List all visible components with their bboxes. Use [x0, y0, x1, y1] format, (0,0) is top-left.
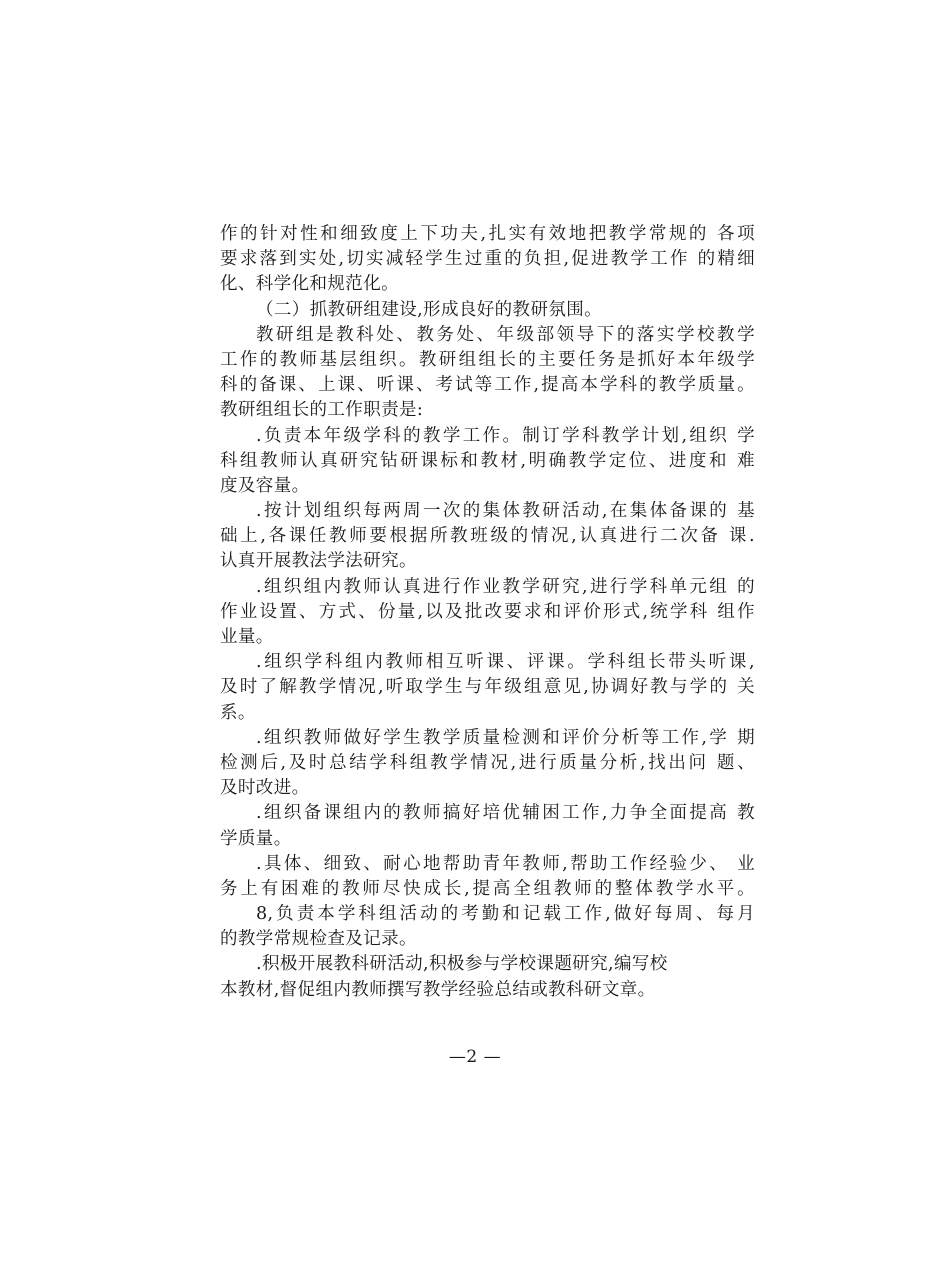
text-line: 作业设置、方式、份量,以及批改要求和评价形式,统学科 组作	[220, 601, 755, 622]
text-line: 要求落到实处,切实减轻学生过重的负担,促进教学工作 的精细	[220, 249, 755, 270]
text-line: 的教学常规检查及记录。	[220, 929, 417, 950]
text-line: .积极开展教科研活动,积极参与学校课题研究,编写校	[256, 954, 668, 975]
text-line: .组织学科组内教师相互听课、评课。学科组长带头听课,	[256, 652, 755, 673]
text-line: 度及容量。	[220, 475, 310, 496]
text-line: .组织备课组内的教师搞好培优辅困工作,力争全面提高 教	[256, 803, 755, 824]
text-line: 检测后,及时总结学科组教学情况,进行质量分析,找出问 题、	[220, 752, 755, 773]
text-line: .组织教师做好学生教学质量检测和评价分析等工作,学 期	[256, 727, 755, 748]
text-line: 8,负责本学科组活动的考勤和记载工作,做好每周、每月	[256, 904, 755, 925]
text-line: 化、科学化和规范化。	[220, 274, 399, 295]
text-line: 科的备课、上课、听课、考试等工作,提高本学科的教学质量。	[220, 375, 755, 396]
text-line: 本教材,督促组内教师撰写教学经验总结或教科研文章。	[220, 979, 656, 1000]
text-line: 作的针对性和细致度上下功夫,扎实有效地把教学常规的 各项	[220, 224, 755, 244]
text-line: 认真开展教法学法研究。	[220, 551, 417, 572]
text-line: 础上,各课任教师要根据所教班级的情况,认真进行二次备 课.	[220, 526, 755, 547]
text-line: 及时改进。	[220, 778, 310, 799]
text-line: 科组教师认真研究钻研课标和教材,明确教学定位、进度和 难	[220, 450, 755, 471]
text-line: 业量。	[220, 627, 274, 647]
text-line: 系。	[220, 702, 256, 723]
text-line: .具体、细致、耐心地帮助青年教师,帮助工作经验少、 业	[256, 853, 755, 874]
text-line: .按计划组织每两周一次的集体教研活动,在集体备课的 基	[256, 501, 755, 522]
text-line: 务上有困难的教师尽快成长,提高全组教师的整体教学水平。	[220, 878, 755, 899]
page-number: —2 —	[448, 1047, 502, 1067]
text-line: 教研组组长的工作职责是:	[220, 400, 424, 421]
text-line: 学质量。	[220, 828, 292, 849]
text-line: （二）抓教研组建设,形成良好的教研氛围。	[256, 299, 603, 320]
text-line: .组织组内教师认真进行作业教学研究,进行学科单元组 的	[256, 576, 755, 597]
text-line: 教研组是教科处、教务处、年级部领导下的落实学校教学	[256, 324, 755, 345]
document-body	[220, 222, 755, 1003]
text-line: 及时了解教学情况,听取学生与年级组意见,协调好教与学的 关	[220, 677, 755, 698]
text-line: 工作的教师基层组织。教研组组长的主要任务是抓好本年级学	[220, 349, 755, 370]
text-line: .负责本年级学科的教学工作。制订学科教学计划,组织 学	[256, 425, 755, 446]
